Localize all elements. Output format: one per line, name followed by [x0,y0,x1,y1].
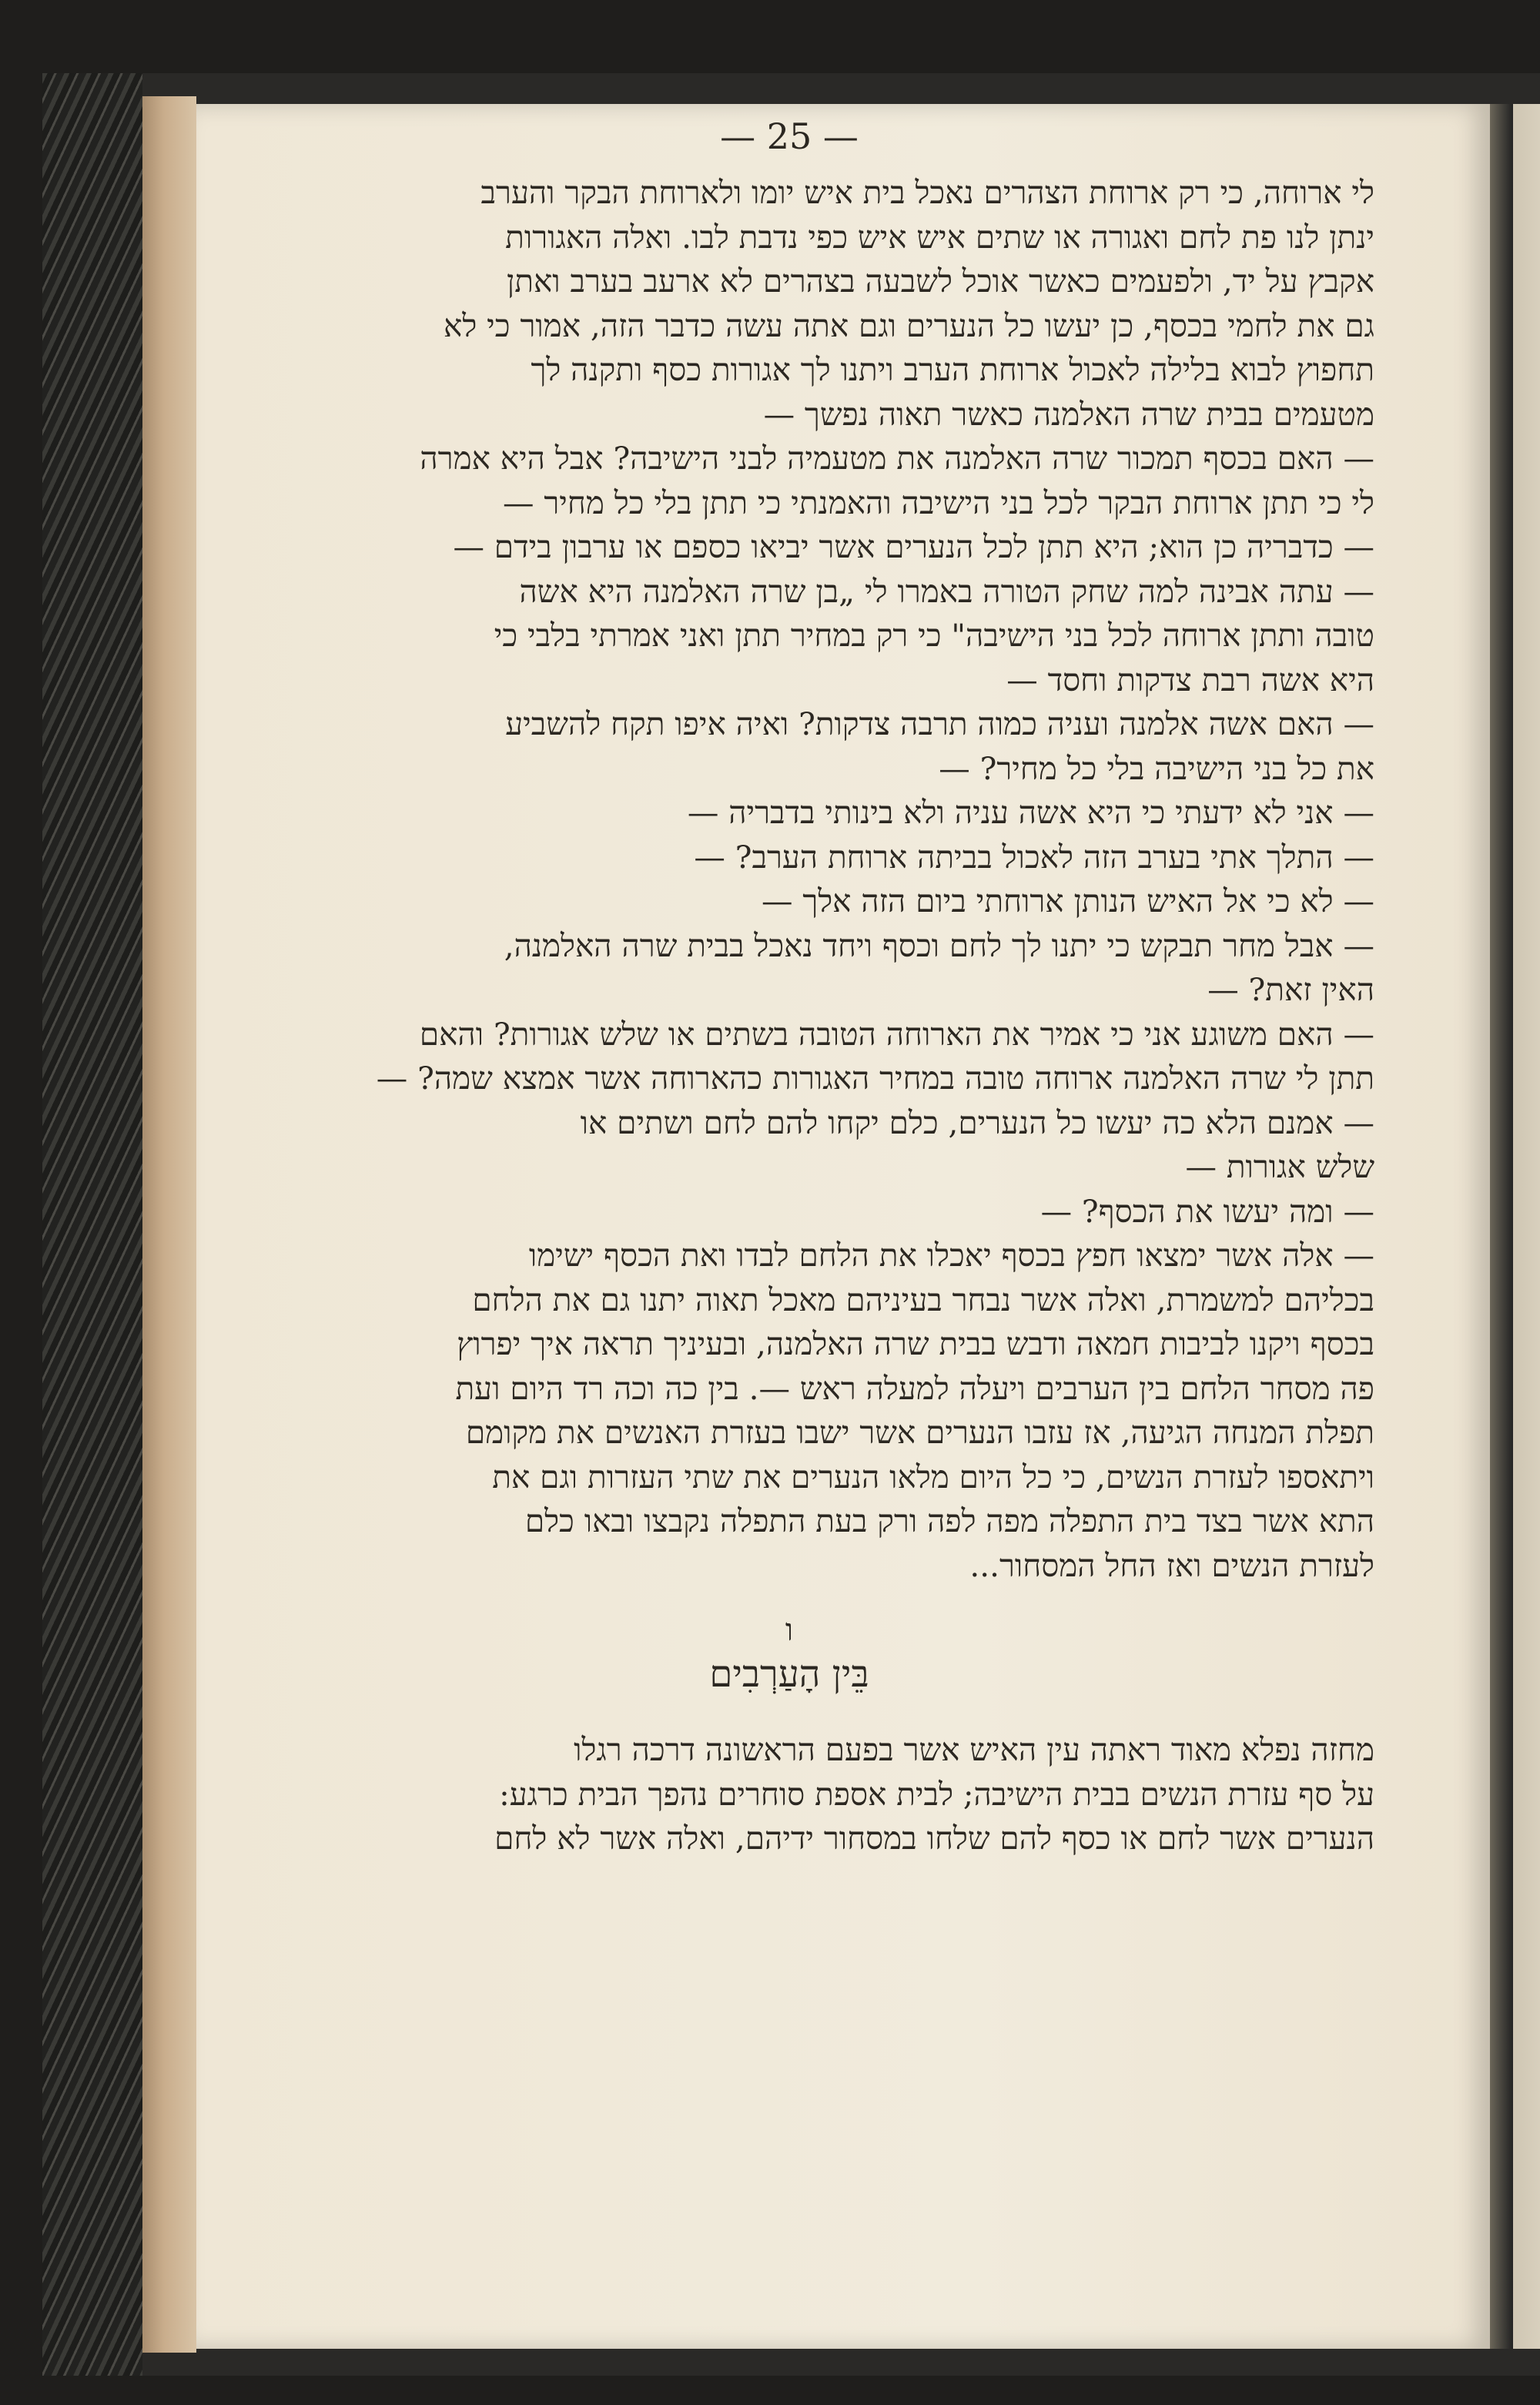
text-line: הנערים אשר לחם או כסף להם שלחו במסחור ידיהם, ואלה אשר לא לחם [494,1820,1374,1857]
text-line: — לא כי אל האיש הנותן ארוחתי ביום הזה אלך — [761,883,1374,919]
text-line: — עתה אבינה למה שחק הטורה באמרו לי „בן שרה האלמנה היא אשה [519,572,1374,610]
text-line: — אני לא ידעתי כי היא אשה עניה ולא בינותי בדבריה — [687,794,1374,831]
text-line: — האם אשה אלמנה ועניה כמוה תרבה צדקות? ואיה איפו תקח להשביע [505,705,1374,742]
text-block-1 [204,171,1374,1588]
text-line: פה מסחר הלחם בין הערבים ויעלה למעלה ראש —. בין כה וכה רד היום ועת [455,1369,1374,1407]
text-line: — אבל מחר תבקש כי יתנו לך לחם וכסף ויחד נאכל בבית שרה האלמנה, [504,926,1374,964]
text-line: לעזרת הנשים ואז החל המסחור... [969,1546,1374,1584]
text-line: — התלך אתי בערב הזה לאכול בביתה ארוחת הערב? — [694,838,1374,876]
book-gutter [1490,104,1513,2349]
text-block-2 [204,1728,1374,1861]
text-line: גם את לחמי בכסף, כן יעשו כל הנערים וגם אתה עשה כדבר הזה, אמור כי לא [444,306,1374,344]
text-line: תחפוץ לבוא בלילה לאכול ארוחת הערב ויתנו לך אגורות כסף ותקנה לך [531,351,1374,388]
page-block-edge [142,96,196,2353]
text-line: מחזה נפלא מאוד ראתה עין האיש אשר בפעם הראשונה דרכה רגלו [574,1731,1374,1768]
text-line: לי ארוחה, כי רק ארוחת הצהרים נאכל בית איש יומו ולארוחת הבקר והערב [480,174,1374,211]
marbled-cover-edge [42,73,142,2376]
text-line: מטעמים בבית שרה האלמנה כאשר תאוה נפשך — [763,395,1374,433]
text-line: — ומה יעשו את הכסף? — [1040,1192,1374,1230]
text-line: האין זאת? — [1207,971,1374,1008]
text-line: ויתאספו לעזרת הנשים, כי כל היום מלאו הנערים את שתי העזרות וגם את [492,1458,1374,1496]
text-line: לי כי תתן ארוחת הבקר לכל בני הישיבה והאמנתי כי תתן בלי כל מחיר — [503,484,1374,521]
page-number: — 25 — [720,116,859,157]
text-line: אקבץ על יד, ולפעמים כאשר אוכל לשבעה בצהרים לא ארעב בערב ואתן [506,263,1374,300]
text-line: טובה ותתן ארוחה לכל בני הישיבה" כי רק במחיר תתן ואני אמרתי בלבי כי [494,617,1374,654]
section-number: ו [785,1613,794,1648]
text-line: ינתן לנו פת לחם ואגורה או שתים איש איש כפי נדבת לבו. ואלה האגורות [505,218,1374,256]
text-line: — האם בכסף תמכור שרה האלמנה את מטעמיה לבני הישיבה? אבל היא אמרה [420,440,1374,477]
text-line: — אמנם הלא כה יעשו כל הנערים, כלם יקחו להם לחם ושתים או [580,1104,1374,1141]
text-line: על סף עזרת הנשים בבית הישיבה; לבית אספת סוחרים נהפך הבית כרגע: [499,1775,1374,1813]
facing-page-edge [1513,104,1540,2349]
text-line: בכסף ויקנו לביבות חמאה ודבש בבית שרה האלמנה, ובעיניך תראה איך יפרוץ [457,1325,1374,1362]
text-line: התא אשר בצד בית התפלה מפה לפה ורק בעת התפלה נקבצו ובאו כלם [524,1502,1374,1539]
text-line: — כדבריה כן הוא; היא תתן לכל הנערים אשר יביאו כספם או ערבון בידם — [453,528,1374,565]
text-line: שלש אגורות — [1185,1148,1374,1185]
section-title: בֵּין הָעַרְבִים [709,1653,869,1696]
text-line: בכליהם למשמרת, ואלה אשר נבחר בעיניהם מאכל תאוה יתנו גם את הלחם [472,1281,1374,1318]
text-line: תפלת המנחה הגיעה, אז עזבו הנערים אשר ישבו בעזרת האנשים את מקומם [465,1414,1374,1451]
text-line: תתן לי שרה האלמנה ארוחה טובה במחיר האגורות כהארוחה אשר אמצא שמה? — [376,1060,1374,1097]
text-line: את כל בני הישיבה בלי כל מחיר? — [939,749,1374,787]
text-line: — אלה אשר ימצאו חפץ בכסף יאכלו את הלחם לבדו ואת הכסף ישימו [528,1237,1374,1274]
text-line: היא אשה רבת צדקות וחסד — [1006,661,1374,698]
page-text [204,116,1374,1861]
text-line: — האם משוגע אני כי אמיר את הארוחה הטובה בשתים או שלש אגורות? והאם [419,1015,1374,1053]
